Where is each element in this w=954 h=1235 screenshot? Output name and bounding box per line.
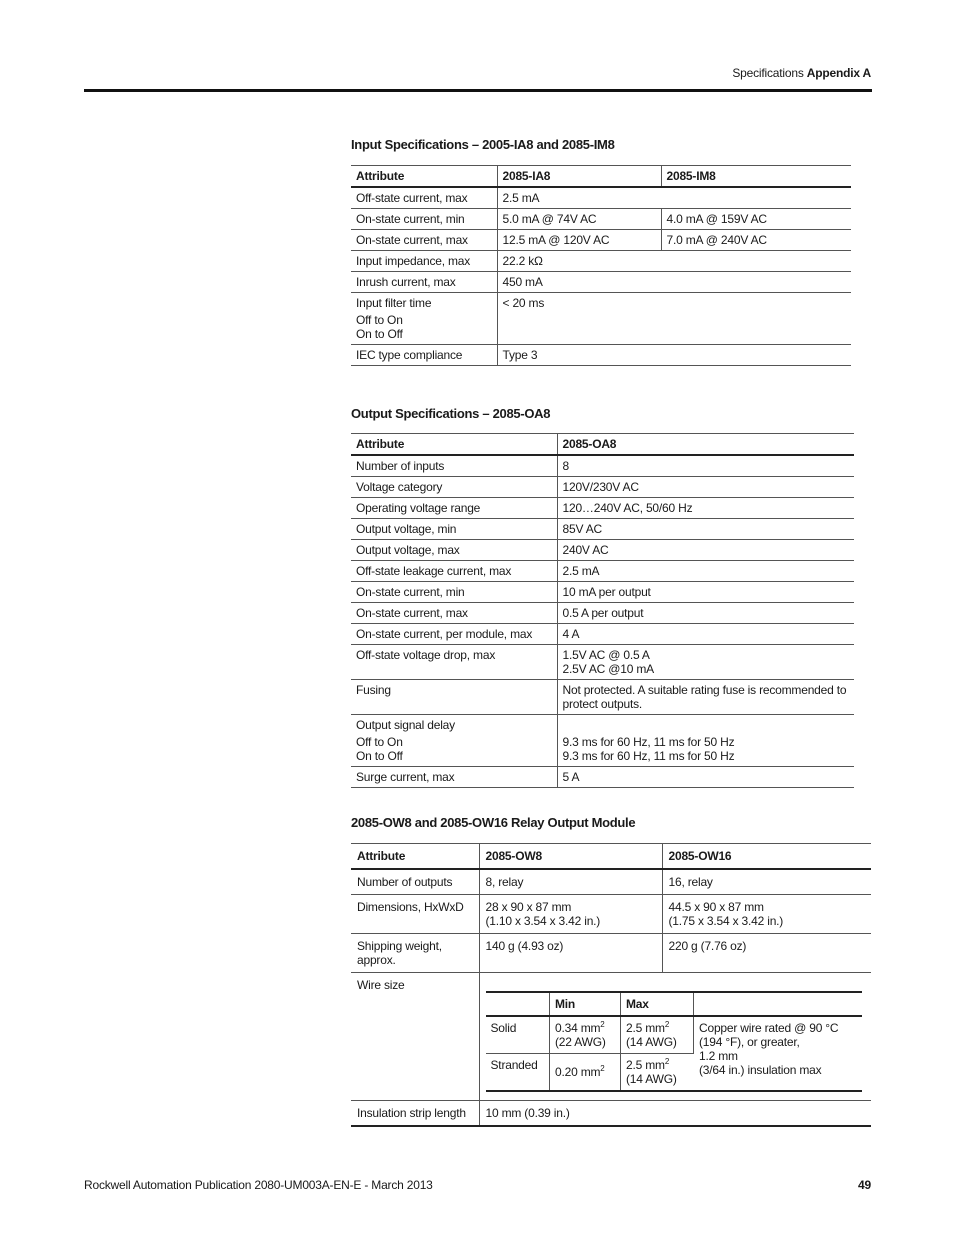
table-header-row: [351, 844, 871, 870]
value-cell: [550, 1016, 621, 1054]
attr-cell: Off-state current, max: [351, 187, 497, 209]
column-header: 2085-OA8: [562, 437, 617, 451]
table-row: [351, 934, 871, 973]
value-cell: 4 A: [562, 627, 580, 641]
attr-cell: On-state current, per module, max: [351, 624, 557, 645]
wire-size-cell: [479, 973, 871, 1101]
value-text: 0.34 mm: [555, 1021, 601, 1035]
attr-cell: Output voltage, max: [351, 540, 557, 561]
attr-cell: [351, 293, 497, 345]
value-cell: [557, 680, 854, 715]
value-cell: 12.5 mA @ 120V AC: [497, 230, 661, 251]
superscript: 2: [600, 1064, 605, 1073]
value-cell: 8, relay: [479, 869, 662, 895]
value-cell: 4.0 mA @ 159V AC: [666, 212, 767, 226]
note-line: 1.2 mm: [699, 1049, 738, 1063]
attr-cell: Voltage category: [351, 477, 557, 498]
output-spec-title: Output Specifications – 2085-OA8: [351, 406, 551, 421]
value-cell: [479, 895, 662, 934]
value-cell: 450 mA: [502, 275, 543, 289]
attr-cell: Operating voltage range: [351, 498, 557, 519]
column-header: 2085-OW16: [668, 849, 732, 863]
attr-cell: Number of inputs: [351, 455, 557, 477]
value-line: (14 AWG): [626, 1072, 677, 1086]
table-row: [351, 230, 851, 251]
table-row: [351, 498, 854, 519]
attr-cell: On-state current, max: [351, 230, 497, 251]
value-cell: [662, 895, 871, 934]
wire-note-cell: [694, 1016, 862, 1091]
column-header: 2085-IA8: [497, 166, 661, 188]
value-cell: 5 A: [562, 770, 580, 784]
attr-line: Shipping weight,: [357, 939, 442, 953]
attr-cell: Output voltage, min: [351, 519, 557, 540]
superscript: 2: [664, 1057, 670, 1066]
attr-line: Off to On: [356, 313, 403, 327]
table-row: [351, 680, 854, 715]
note-line: (194 °F), or greater,: [699, 1035, 800, 1049]
attr-cell: Number of outputs: [351, 869, 479, 895]
attr-line: approx.: [357, 953, 396, 967]
value-cell: < 20 ms: [502, 296, 545, 310]
table-row: [351, 187, 851, 209]
wire-type-cell: Solid: [486, 1016, 550, 1054]
table-row: [351, 582, 854, 603]
header-appendix: Appendix A: [806, 66, 871, 80]
value-text: 2.5 mm: [626, 1058, 665, 1072]
value-line: protect outputs.: [562, 697, 643, 711]
header-rule: [84, 89, 872, 92]
attr-cell: Off-state voltage drop, max: [351, 645, 557, 680]
table-row: [351, 767, 854, 788]
page-number: 49: [858, 1178, 871, 1192]
value-line: 1.5V AC @ 0.5 A: [562, 648, 650, 662]
table-row: [351, 645, 854, 680]
table-row: [351, 624, 854, 645]
column-header: [486, 992, 550, 1016]
value-cell: 5.0 mA @ 74V AC: [497, 209, 661, 230]
attr-cell: On-state current, min: [351, 582, 557, 603]
table-row: [351, 1101, 871, 1127]
value-cell: 8: [562, 459, 569, 473]
attr-cell: Dimensions, HxWxD: [351, 895, 479, 934]
value-cell: [557, 715, 854, 767]
value-cell: 16, relay: [668, 875, 713, 889]
value-line: 9.3 ms for 60 Hz, 11 ms for 50 Hz: [562, 735, 735, 749]
value-line: 28 x 90 x 87 mm: [485, 900, 572, 914]
header-section: Specifications: [732, 66, 804, 80]
attr-cell: Input impedance, max: [351, 251, 497, 272]
note-line: (3/64 in.) insulation max: [699, 1063, 822, 1077]
table-row: [351, 345, 851, 366]
table-row: [351, 477, 854, 498]
value-cell: 10 mA per output: [562, 585, 651, 599]
column-header: 2085-OW8: [479, 844, 662, 870]
table-header-row: [351, 166, 851, 188]
table-row: [486, 1016, 862, 1054]
value-line: (1.10 x 3.54 x 3.42 in.): [485, 914, 601, 928]
superscript: 2: [664, 1020, 670, 1029]
value-cell: 120V/230V AC: [562, 480, 639, 494]
wire-size-table: [486, 991, 862, 1092]
value-line: 9.3 ms for 60 Hz, 11 ms for 50 Hz: [562, 749, 735, 763]
column-header: [694, 992, 862, 1016]
table-header-row: [486, 992, 862, 1016]
attr-cell: Surge current, max: [351, 767, 557, 788]
value-cell: 7.0 mA @ 240V AC: [666, 233, 767, 247]
output-spec-table: [351, 433, 854, 788]
input-spec-title: Input Specifications – 2005-IA8 and 2085-IM8: [351, 137, 615, 152]
column-header: Max: [621, 992, 694, 1016]
value-line: (1.75 x 3.54 x 3.42 in.): [668, 914, 784, 928]
value-text: 2.5 mm: [626, 1021, 665, 1035]
attr-cell: Fusing: [351, 680, 557, 715]
value-cell: [621, 1054, 694, 1092]
table-row-wire-size: [351, 973, 871, 1101]
note-line: Copper wire rated @ 90 °C: [699, 1021, 839, 1035]
wire-type-cell: Stranded: [486, 1054, 550, 1092]
table-row: [351, 540, 854, 561]
attr-cell: On-state current, max: [351, 603, 557, 624]
footer-publication: Rockwell Automation Publication 2080-UM003A-EN-E - March 2013: [84, 1178, 433, 1192]
attr-cell: Off-state leakage current, max: [351, 561, 557, 582]
table-row: [351, 519, 854, 540]
attr-line: Output signal delay: [356, 718, 455, 732]
table-row: [351, 209, 851, 230]
table-row: [351, 603, 854, 624]
table-row: [351, 715, 854, 767]
table-row: [351, 293, 851, 345]
value-cell: Type 3: [502, 348, 538, 362]
column-header: Min: [550, 992, 621, 1016]
table-row: [351, 272, 851, 293]
relay-spec-title: 2085-OW8 and 2085-OW16 Relay Output Module: [351, 815, 636, 830]
attr-cell: Inrush current, max: [351, 272, 497, 293]
running-header: [732, 66, 871, 80]
superscript: 2: [600, 1020, 605, 1029]
value-cell: 85V AC: [562, 522, 602, 536]
attr-cell: [351, 715, 557, 767]
value-line: 44.5 x 90 x 87 mm: [668, 900, 764, 914]
attr-cell: [351, 934, 479, 973]
value-cell: [557, 645, 854, 680]
value-cell: [550, 1054, 621, 1092]
attr-line: On to Off: [356, 327, 403, 341]
value-cell: 140 g (4.93 oz): [479, 934, 662, 973]
column-header: Attribute: [351, 434, 557, 456]
value-cell: 220 g (7.76 oz): [668, 939, 747, 953]
column-header: Attribute: [351, 166, 497, 188]
attr-line: Input filter time: [356, 296, 432, 310]
table-row: [351, 251, 851, 272]
value-cell: 240V AC: [562, 543, 609, 557]
value-line: Not protected. A suitable rating fuse is recommended to: [562, 683, 847, 697]
attr-cell: Insulation strip length: [351, 1101, 479, 1127]
table-row: [351, 455, 854, 477]
value-line: (22 AWG): [555, 1035, 606, 1049]
value-cell: 22.2 kΩ: [502, 254, 543, 268]
table-header-row: [351, 434, 854, 456]
value-cell: 0.5 A per output: [562, 606, 644, 620]
attr-line: Off to On: [356, 735, 403, 749]
value-line: 2.5V AC @10 mA: [562, 662, 654, 676]
value-cell: 2.5 mA: [502, 191, 540, 205]
table-row: [351, 895, 871, 934]
table-row: [351, 869, 871, 895]
value-cell: 120…240V AC, 50/60 Hz: [562, 501, 693, 515]
attr-cell: Wire size: [351, 973, 479, 1101]
value-cell: 10 mm (0.39 in.): [485, 1106, 570, 1120]
value-line: (14 AWG): [626, 1035, 677, 1049]
value-text: 0.20 mm: [555, 1065, 601, 1079]
value-cell: [621, 1016, 694, 1054]
value-cell: 2.5 mA: [562, 564, 600, 578]
table-row: [351, 561, 854, 582]
column-header: 2085-IM8: [666, 169, 716, 183]
relay-spec-table: [351, 843, 871, 1127]
attr-cell: On-state current, min: [351, 209, 497, 230]
column-header: Attribute: [351, 844, 479, 870]
input-spec-table: [351, 165, 851, 366]
attr-line: On to Off: [356, 749, 403, 763]
attr-cell: IEC type compliance: [351, 345, 497, 366]
